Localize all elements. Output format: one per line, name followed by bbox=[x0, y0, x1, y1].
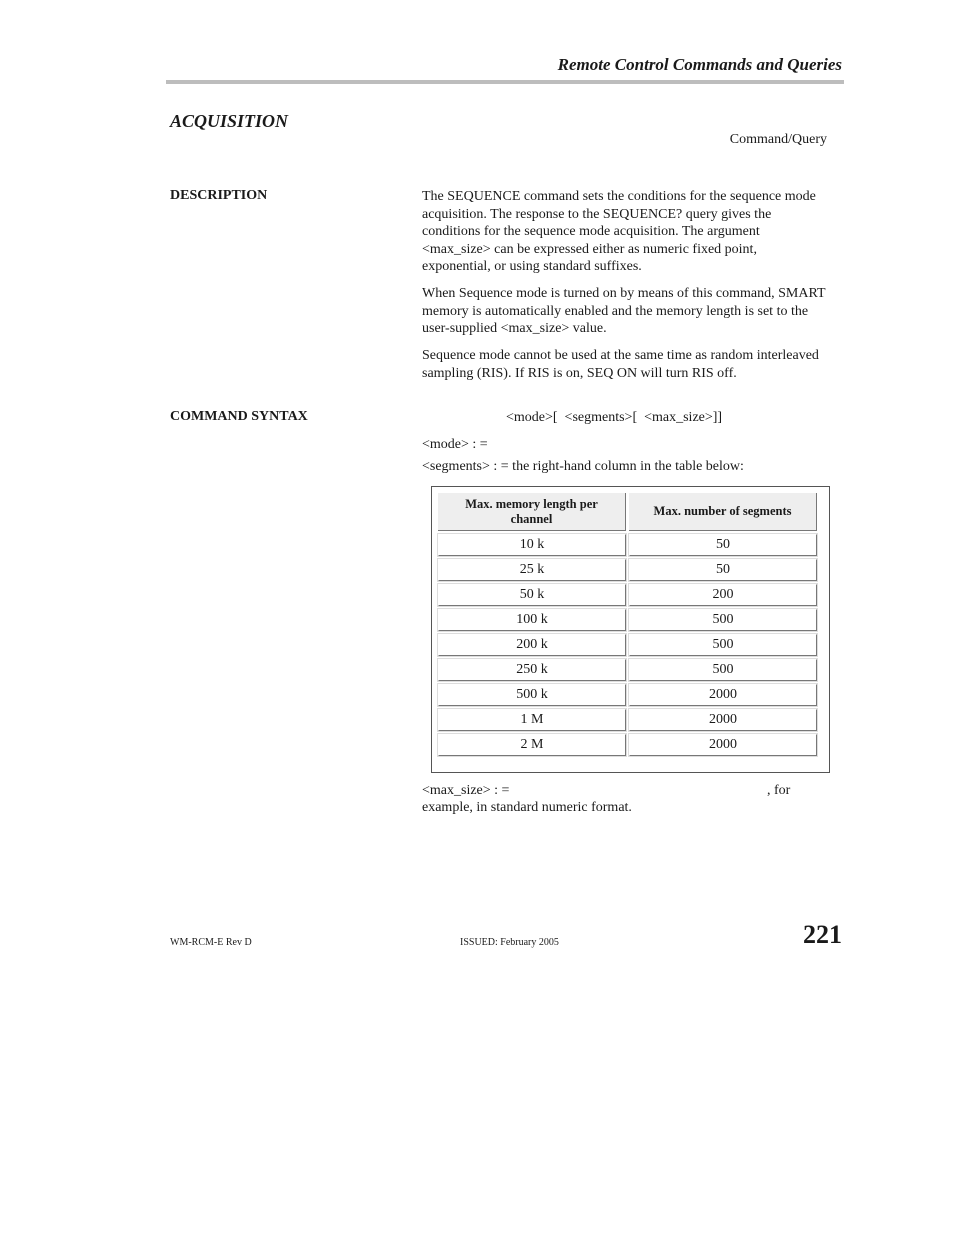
memory-cell: 250 k bbox=[438, 659, 626, 681]
table-row bbox=[438, 734, 817, 756]
memory-cell: 100 k bbox=[438, 609, 626, 631]
description-paragraph-1: The SEQUENCE command sets the conditions for the sequence mode acquisition. The response to the SEQUENCE? query gives the conditions for the sequence mode acquisition. The argument <max_size> can be expressed either as numeric fixed point, exponential, or using standard suffixes. bbox=[422, 189, 816, 274]
segments-cell: 500 bbox=[629, 634, 817, 656]
memory-cell: 25 k bbox=[438, 559, 626, 581]
description-label: DESCRIPTION bbox=[170, 188, 268, 203]
table-row bbox=[438, 559, 817, 581]
segments-cell: 200 bbox=[629, 584, 817, 606]
max-size-definition-tail: , for bbox=[767, 783, 791, 798]
segments-cell: 2000 bbox=[629, 734, 817, 756]
segments-definition: <segments> : = the right-hand column in the table below: bbox=[422, 459, 744, 474]
syntax-line: <mode>[ <segments>[ <max_size>]] bbox=[506, 410, 723, 425]
table-header-segments: Max. number of segments bbox=[629, 493, 817, 531]
segments-cell: 500 bbox=[629, 609, 817, 631]
table-row bbox=[438, 659, 817, 681]
segments-table bbox=[431, 486, 830, 773]
table-row bbox=[438, 684, 817, 706]
table-row bbox=[438, 534, 817, 556]
segments-cell: 50 bbox=[629, 559, 817, 581]
mode-definition: <mode> : = bbox=[422, 437, 488, 452]
table-row bbox=[438, 584, 817, 606]
segments-cell: 50 bbox=[629, 534, 817, 556]
memory-cell: 500 k bbox=[438, 684, 626, 706]
memory-cell: 200 k bbox=[438, 634, 626, 656]
table-row bbox=[438, 709, 817, 731]
memory-cell: 50 k bbox=[438, 584, 626, 606]
memory-cell: 2 M bbox=[438, 734, 626, 756]
segments-cell: 500 bbox=[629, 659, 817, 681]
table-row bbox=[438, 634, 817, 656]
max-size-definition-cont: example, in standard numeric format. bbox=[422, 800, 632, 815]
header-rule bbox=[166, 80, 844, 84]
footer-issued: ISSUED: February 2005 bbox=[460, 937, 559, 948]
max-size-definition: <max_size> : = bbox=[422, 783, 510, 798]
description-paragraph-3: Sequence mode cannot be used at the same time as random interleaved sampling (RIS). If RIS is on, SEQ ON will turn RIS off. bbox=[422, 348, 819, 381]
memory-cell: 10 k bbox=[438, 534, 626, 556]
section-title: ACQUISITION bbox=[170, 111, 289, 131]
header-title: Remote Control Commands and Queries bbox=[557, 55, 842, 74]
footer-doc-id: WM-RCM-E Rev D bbox=[170, 937, 252, 948]
table-row bbox=[438, 609, 817, 631]
command-type: Command/Query bbox=[729, 132, 827, 147]
syntax-label: COMMAND SYNTAX bbox=[170, 409, 308, 424]
memory-cell: 1 M bbox=[438, 709, 626, 731]
segments-cell: 2000 bbox=[629, 684, 817, 706]
page-number: 221 bbox=[803, 920, 842, 949]
table-header-memory: Max. memory length per channel bbox=[438, 493, 626, 531]
description-paragraph-2: When Sequence mode is turned on by means of this command, SMART memory is automatically enabled and the memory length is set to the user-supplied <max_size> value. bbox=[422, 286, 826, 336]
table-header-row bbox=[438, 493, 817, 531]
segments-cell: 2000 bbox=[629, 709, 817, 731]
